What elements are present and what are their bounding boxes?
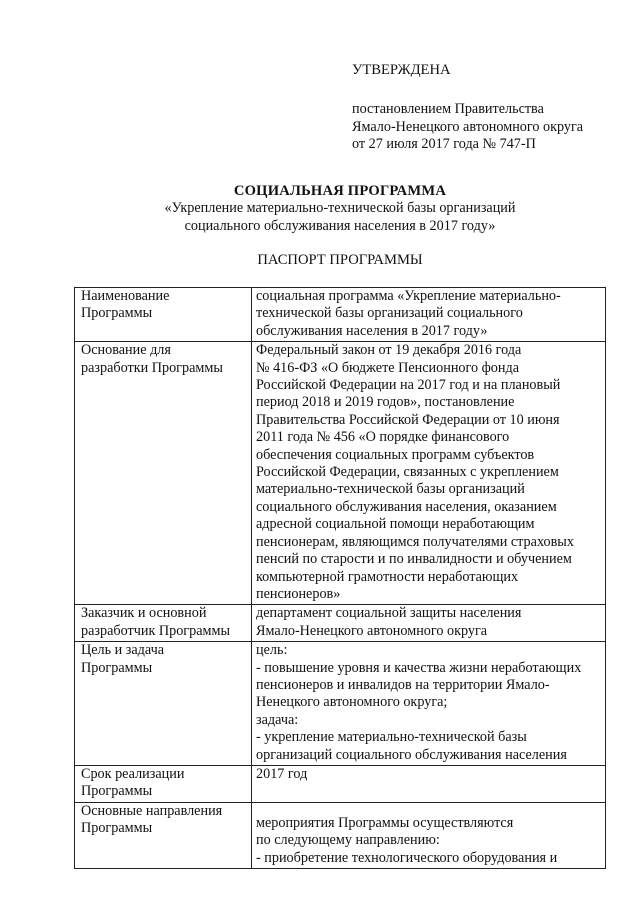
table-row bbox=[75, 288, 606, 342]
row-value-line: пенсионерам, являющимся получателями страховых bbox=[256, 533, 574, 550]
row-value-line: № 416-ФЗ «О бюджете Пенсионного фонда bbox=[256, 359, 520, 376]
row-value-line: технической базы организаций социального bbox=[256, 305, 523, 322]
document-subtitle-line: «Укрепление материально-технической базы организаций bbox=[164, 200, 516, 217]
row-value-line: мероприятия Программы осуществляются bbox=[256, 814, 514, 831]
row-value-line: социального обслуживания населения, оказанием bbox=[256, 498, 557, 515]
row-label-line: разработки Программы bbox=[81, 359, 223, 376]
row-value-line: пенсий по старости и по инвалидности и обучением bbox=[256, 551, 572, 568]
row-value-line: департамент социальной защиты населения bbox=[256, 605, 522, 622]
row-label-line: Программы bbox=[81, 783, 153, 800]
passport-title: ПАСПОРТ ПРОГРАММЫ bbox=[257, 252, 423, 269]
table-row bbox=[75, 605, 606, 642]
table-row bbox=[75, 802, 606, 868]
row-label-cell bbox=[75, 802, 252, 868]
row-label-cell bbox=[75, 288, 252, 342]
row-label-line: Основные направления bbox=[81, 802, 223, 819]
approval-heading: УТВЕРЖДЕНА bbox=[352, 62, 451, 78]
row-label-line: Срок реализации bbox=[81, 765, 185, 782]
row-value-line: задача: bbox=[256, 711, 299, 728]
row-value-line: социальная программа «Укрепление материально- bbox=[256, 288, 561, 304]
row-label-line: Наименование bbox=[81, 288, 170, 304]
row-value-line: Российской Федерации, связанных с укреплением bbox=[256, 464, 559, 481]
row-value-line: Ненецкого автономного округа; bbox=[256, 694, 448, 711]
row-value-cell bbox=[252, 288, 606, 342]
row-value-line: период 2018 и 2019 годов», постановление bbox=[256, 394, 515, 411]
row-label-line: разработчик Программы bbox=[81, 622, 231, 639]
row-value-cell bbox=[252, 642, 606, 766]
row-value-line: 2011 года № 456 «О порядке финансового bbox=[256, 429, 510, 446]
table-row bbox=[75, 342, 606, 605]
row-value-line: цель: bbox=[256, 642, 288, 659]
row-value-line: адресной социальной помощи неработающим bbox=[256, 516, 535, 533]
row-value-line: обслуживания населения в 2017 году» bbox=[256, 322, 488, 339]
passport-table-body bbox=[75, 288, 606, 869]
row-value-cell bbox=[252, 802, 606, 868]
row-label-line: Цель и задача bbox=[81, 642, 165, 659]
row-value-line: Ямало-Ненецкого автономного округа bbox=[256, 622, 488, 639]
row-value-line: материально-технической базы организаций bbox=[256, 481, 525, 498]
row-value-line: пенсионеров» bbox=[256, 585, 341, 602]
row-value-cell bbox=[252, 342, 606, 605]
row-label-line: Программы bbox=[81, 305, 153, 322]
row-value-line: Российской Федерации на 2017 год и на плановый bbox=[256, 377, 561, 394]
row-value-line: Федеральный закон от 19 декабря 2016 года bbox=[256, 342, 522, 359]
row-value-cell bbox=[252, 605, 606, 642]
row-label-cell bbox=[75, 642, 252, 766]
approval-line: Ямало-Ненецкого автономного округа bbox=[352, 118, 584, 135]
row-value-line: 2017 год bbox=[256, 765, 308, 782]
table-row bbox=[75, 765, 606, 802]
row-value-line: организаций социального обслуживания населения bbox=[256, 746, 567, 763]
row-value-cell bbox=[252, 765, 606, 802]
row-value-line: - укрепление материально-технической базы bbox=[256, 729, 527, 746]
row-label-cell bbox=[75, 342, 252, 605]
row-value-line: - повышение уровня и качества жизни неработающих bbox=[256, 659, 582, 676]
row-label-cell bbox=[75, 605, 252, 642]
title-block bbox=[60, 183, 620, 270]
passport-table bbox=[74, 287, 606, 869]
row-value-line: Правительства Российской Федерации от 10 июня bbox=[256, 411, 560, 428]
row-label-line: Программы bbox=[81, 820, 153, 837]
row-label-line: Заказчик и основной bbox=[81, 605, 207, 622]
cell-spacer bbox=[256, 803, 602, 815]
approval-line: от 27 июля 2017 года № 747-П bbox=[352, 136, 536, 153]
row-label-cell bbox=[75, 765, 252, 802]
document-title: СОЦИАЛЬНАЯ ПРОГРАММА bbox=[233, 183, 447, 199]
approval-line: постановлением Правительства bbox=[352, 101, 544, 118]
row-label-line: Программы bbox=[81, 659, 153, 676]
row-value-line: пенсионеров и инвалидов на территории Ямало- bbox=[256, 676, 550, 693]
table-row bbox=[75, 642, 606, 766]
document-subtitle-line: социального обслуживания населения в 2017 году» bbox=[184, 217, 496, 234]
approval-block bbox=[352, 62, 622, 154]
row-value-line: обеспечения социальных программ субъектов bbox=[256, 446, 535, 463]
row-value-line: по следующему направлению: bbox=[256, 832, 440, 849]
row-label-line: Основание для bbox=[81, 342, 171, 359]
row-value-line: - приобретение технологического оборудования и bbox=[256, 849, 558, 866]
row-value-line: компьютерной грамотности неработающих bbox=[256, 568, 519, 585]
